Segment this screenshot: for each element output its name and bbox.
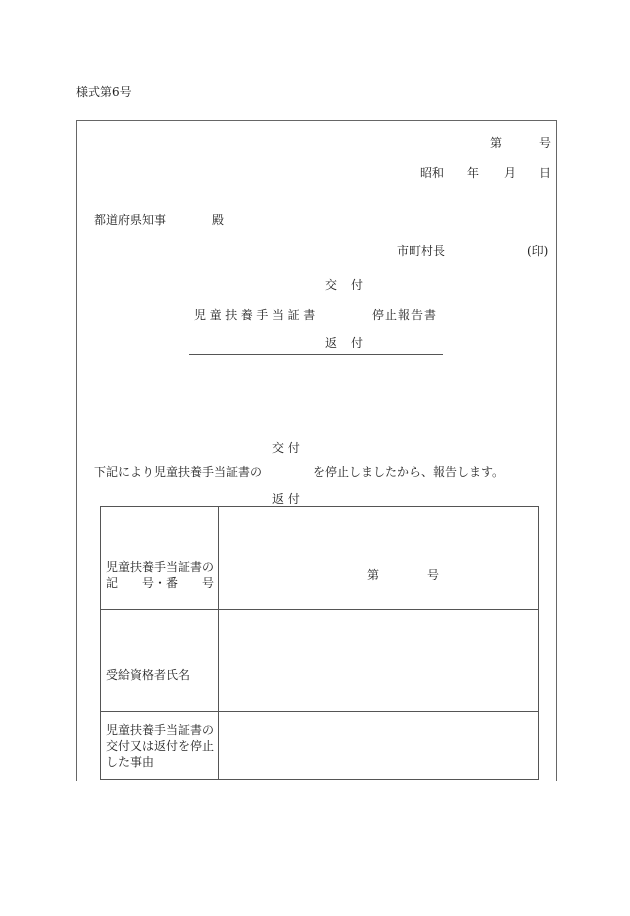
label-cell <box>101 712 219 780</box>
sender-title: 市町村長 <box>397 244 446 258</box>
body-option-return: 返 付 <box>272 492 300 506</box>
certificate-number-field[interactable] <box>219 507 539 610</box>
date-era: 昭和 <box>420 166 445 180</box>
body-option-issue: 交 付 <box>272 441 300 455</box>
form-number: 様式第6号 <box>76 85 132 99</box>
label-reason-line3: した事由 <box>106 755 155 769</box>
date-day-label: 日 <box>539 166 552 180</box>
title-underline <box>189 354 443 355</box>
label-certificate-number-line1: 児童扶養手当証書の <box>106 560 215 574</box>
title-option-issue: 交 付 <box>325 278 365 292</box>
table-row <box>101 610 539 712</box>
body-sentence-start: 下記により児童扶養手当証書の <box>94 465 263 479</box>
label-reason-line1: 児童扶養手当証書の <box>106 723 215 737</box>
number-prefix: 第 <box>490 136 503 150</box>
label-certificate-number-line2: 記 号・番 号 <box>106 576 215 590</box>
date-year-label: 年 <box>467 166 480 180</box>
date-month-label: 月 <box>504 166 517 180</box>
addressee-title: 都道府県知事 <box>94 213 167 227</box>
stop-reason-field[interactable] <box>219 712 539 780</box>
label-reason-line2: 交付又は返付を停止 <box>106 739 215 753</box>
label-cell <box>101 507 219 610</box>
addressee-honorific: 殿 <box>212 213 225 227</box>
recipient-name-field[interactable] <box>219 610 539 712</box>
label-cell <box>101 610 219 712</box>
report-table <box>100 506 539 780</box>
label-recipient-name: 受給資格者氏名 <box>106 668 191 682</box>
certificate-number-suffix: 号 <box>427 568 440 582</box>
title-option-return: 返 付 <box>325 336 365 350</box>
seal-mark: (印) <box>527 244 549 258</box>
table-row <box>101 712 539 780</box>
number-suffix: 号 <box>539 136 552 150</box>
body-sentence-end: を停止しましたから、報告します。 <box>313 465 505 479</box>
certificate-number-prefix: 第 <box>367 568 380 582</box>
title-suffix: 停止報告書 <box>372 308 438 322</box>
table-row <box>101 507 539 610</box>
title-main: 児童扶養手当証書 <box>194 308 319 322</box>
